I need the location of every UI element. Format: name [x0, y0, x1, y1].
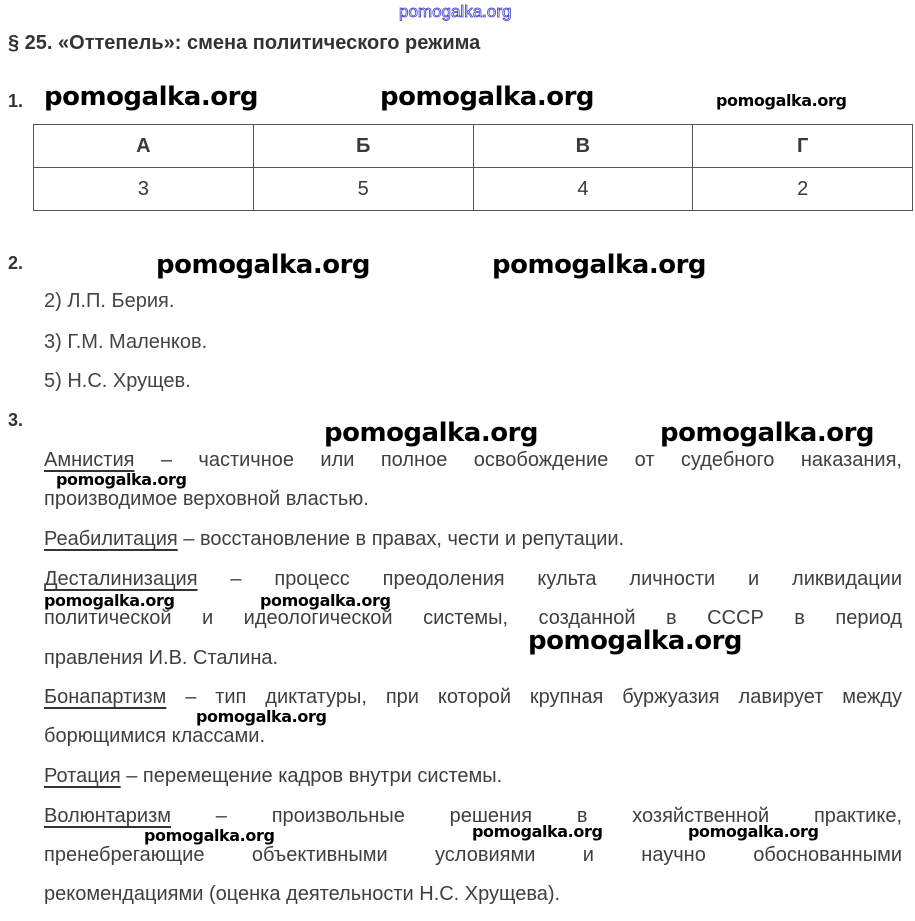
table-row — [34, 168, 913, 211]
watermark: pomogalka.org — [44, 591, 175, 610]
definition-text: – процесс преодоления культа личности и ликвидации — [197, 568, 902, 590]
table-header: А — [34, 125, 254, 168]
definition-line: рекомендациями (оценка деятельности Н.С. Хрущева). — [44, 883, 561, 905]
watermark: pomogalka.org — [472, 822, 603, 841]
definition-text: – частичное или полное освобождение от судебного наказания, — [134, 449, 902, 471]
table-header-row — [34, 125, 913, 168]
watermark: pomogalka.org — [56, 470, 187, 489]
table-cell: 4 — [473, 168, 693, 211]
watermark: pomogalka.org — [380, 82, 595, 112]
watermark: pomogalka.org — [144, 826, 275, 845]
table-cell: 5 — [253, 168, 473, 211]
table-header: Г — [693, 125, 913, 168]
watermark: pomogalka.org — [716, 91, 847, 110]
page-title: § 25. «Оттепель»: смена политического режима — [8, 32, 481, 54]
definition-line: борющимися классами. — [44, 725, 266, 747]
watermark: pomogalka.org — [44, 82, 259, 112]
definition-line — [44, 686, 902, 709]
list-item: 5) Н.С. Хрущев. — [44, 370, 191, 392]
term: Бонапартизм — [44, 686, 167, 708]
term: Десталинизация — [44, 568, 198, 590]
watermark: pomogalka.org — [660, 418, 875, 448]
watermark: pomogalka.org — [528, 626, 743, 656]
definition-line: политической и идеологической системы, созданной в СССР в период — [44, 607, 902, 629]
task-1-number: 1. — [8, 91, 24, 111]
answer-table — [33, 124, 913, 211]
watermark-top: pomogalka.org — [399, 2, 512, 21]
watermark: pomogalka.org — [688, 822, 819, 841]
term: Волюнтаризм — [44, 805, 172, 827]
definition-line: пренебрегающие объективными условиями и научно обоснованными — [44, 844, 902, 866]
table-cell: 3 — [34, 168, 254, 211]
term: Реабилитация — [44, 528, 178, 550]
table-cell: 2 — [693, 168, 913, 211]
definition-line — [44, 449, 902, 472]
task-3-number: 3. — [8, 410, 24, 430]
definition-line — [44, 528, 902, 551]
watermark: pomogalka.org — [196, 707, 327, 726]
definition-line: производимое верховной властью. — [44, 488, 369, 510]
watermark: pomogalka.org — [260, 591, 391, 610]
watermark: pomogalka.org — [324, 418, 539, 448]
table-header: Б — [253, 125, 473, 168]
list-item: 3) Г.М. Маленков. — [44, 331, 208, 353]
term: Ротация — [44, 765, 121, 787]
task-2-number: 2. — [8, 253, 24, 273]
definition-line — [44, 568, 902, 591]
definition-text: – тип диктатуры, при которой крупная буржуазия лавирует между — [166, 686, 902, 708]
term: Амнистия — [44, 449, 135, 471]
list-item: 2) Л.П. Берия. — [44, 290, 175, 312]
table-header: В — [473, 125, 693, 168]
definition-line: правления И.В. Сталина. — [44, 647, 279, 669]
definition-line — [44, 765, 902, 788]
definition-text: – произвольные решения в хозяйственной практике, — [171, 805, 902, 827]
definition-text: – перемещение кадров внутри системы. — [120, 765, 503, 787]
definition-text: – восстановление в правах, чести и репутации. — [177, 528, 625, 550]
watermark: pomogalka.org — [492, 250, 707, 280]
watermark: pomogalka.org — [156, 250, 371, 280]
